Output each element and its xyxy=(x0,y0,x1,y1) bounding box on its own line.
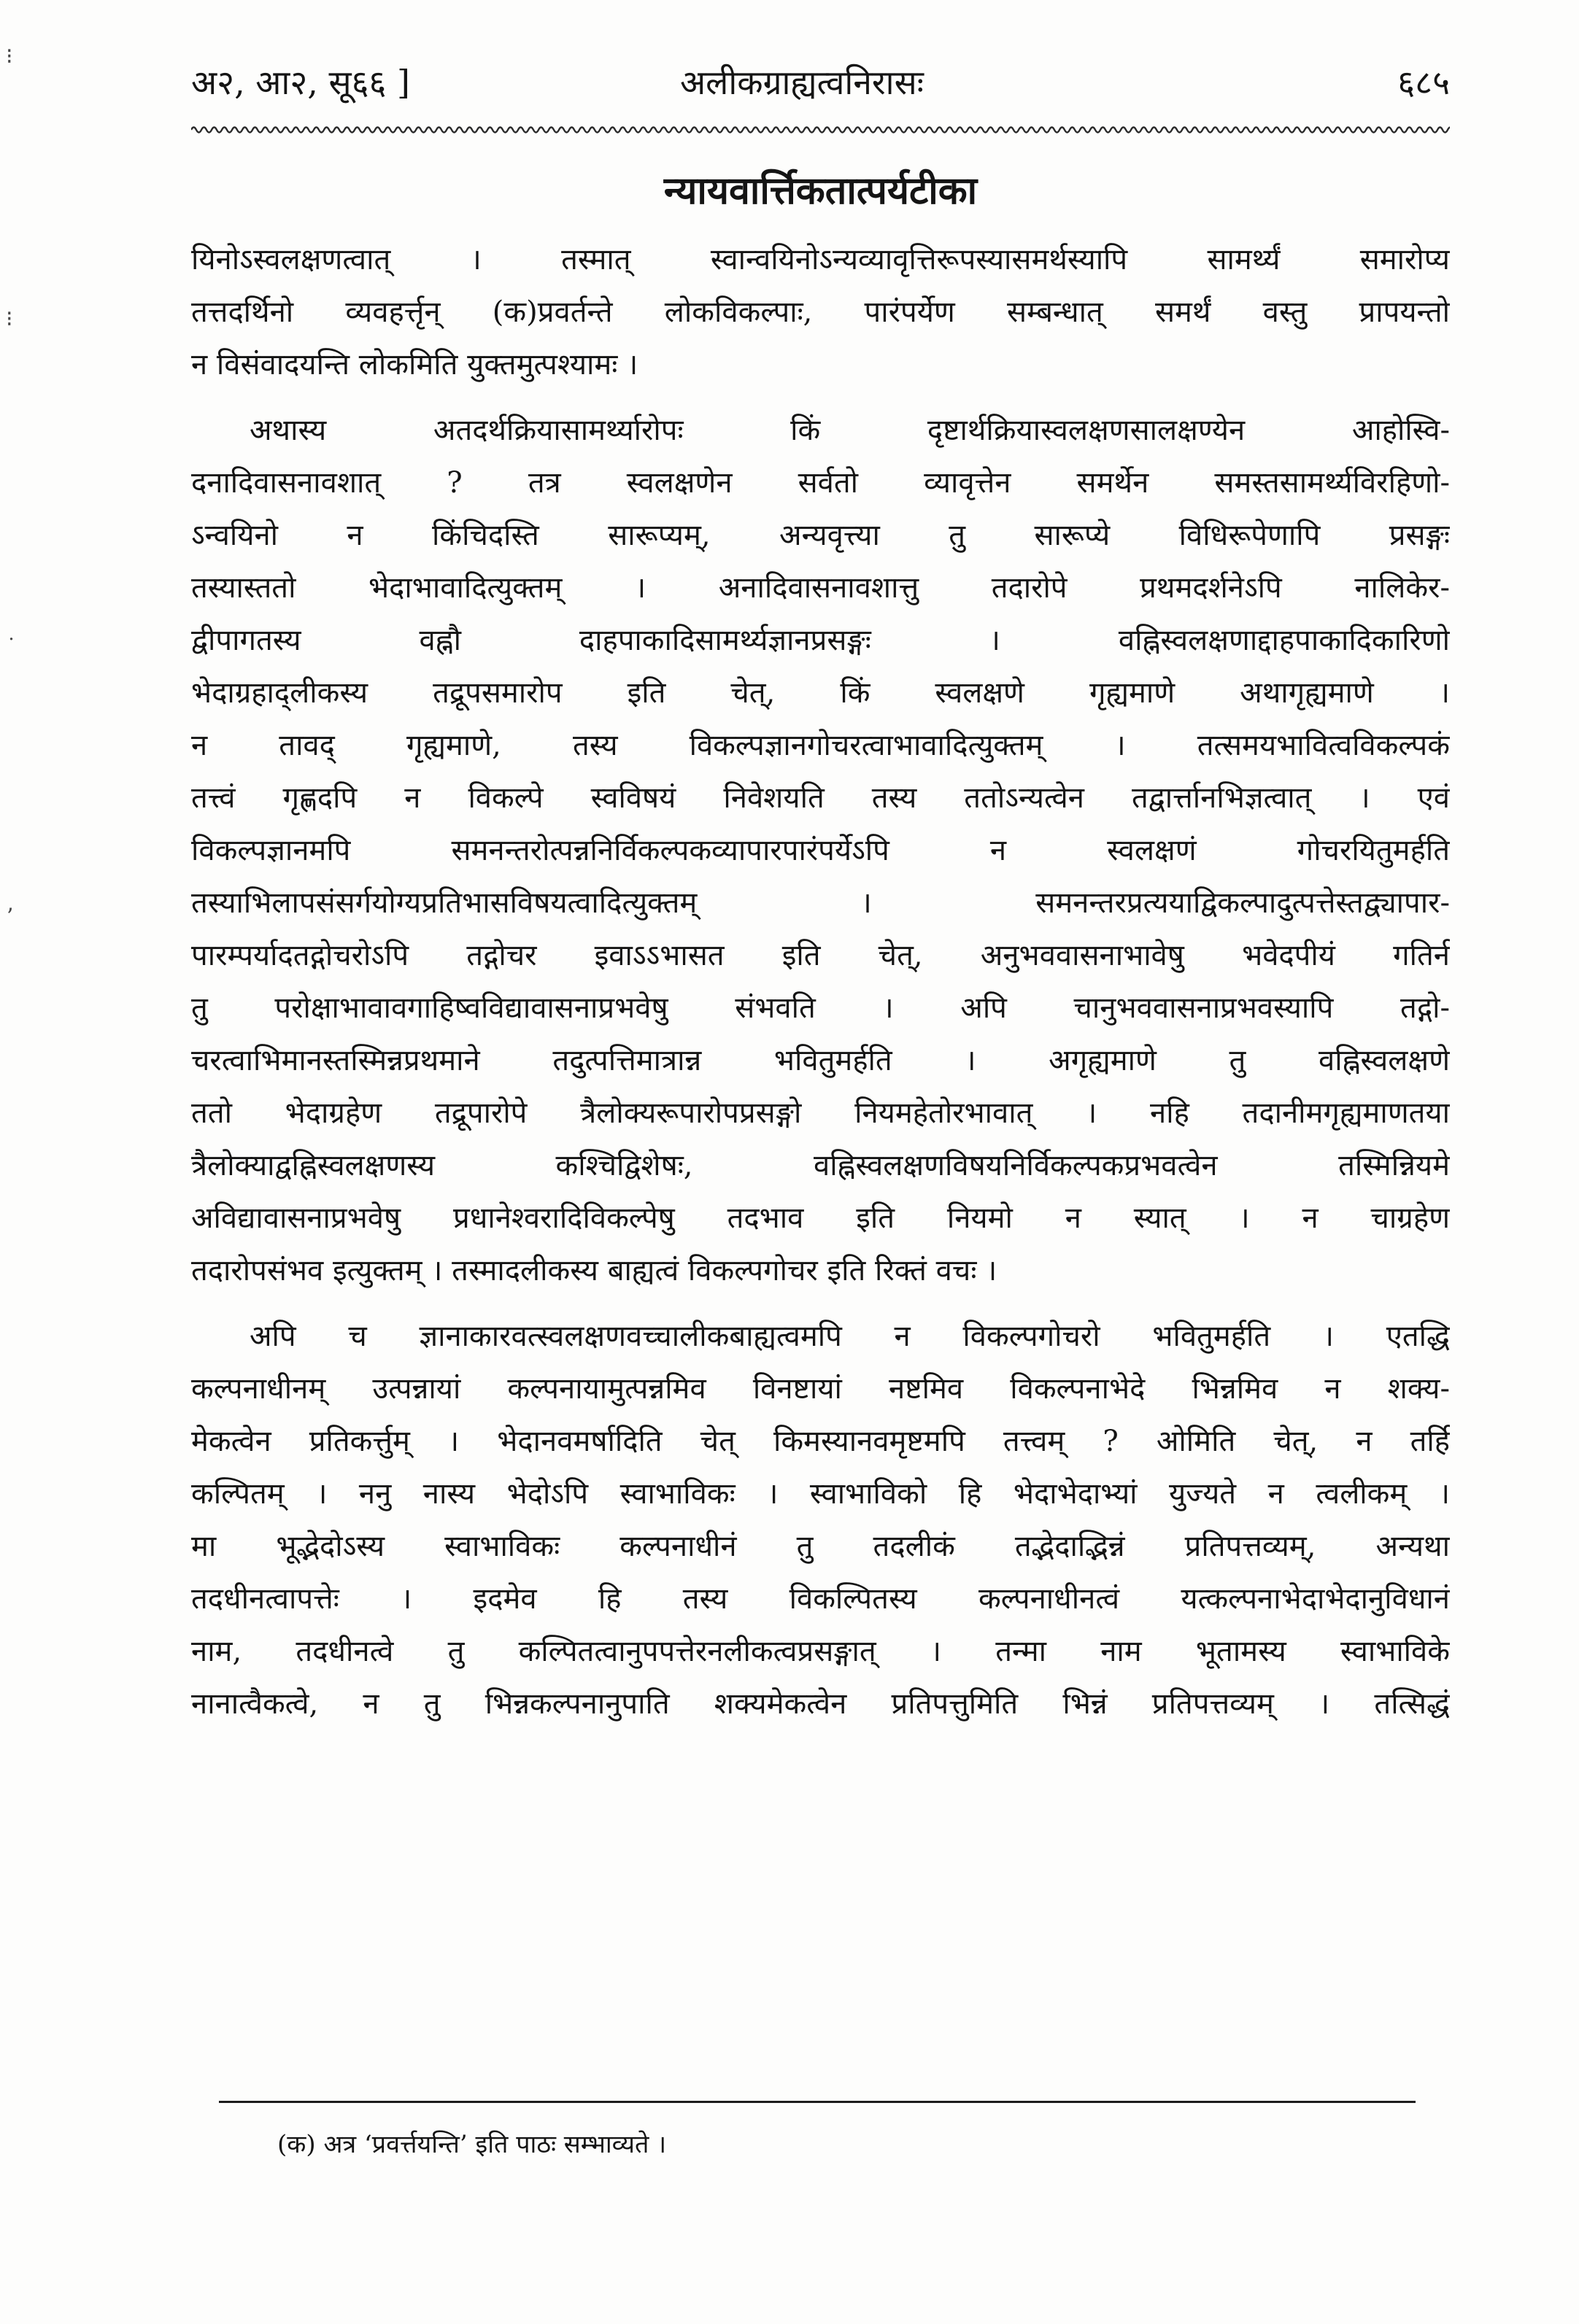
footnote: (क) अत्र ‘प्रवर्त्तयन्ति’ इति पाठः सम्भाव्यते । xyxy=(277,2130,667,2159)
text-line: पारम्पर्यादतद्गोचरोऽपि तद्गोचर इवाऽऽभासत इति चेत्, अनुभववासनाभावेषु भवेदपीयं गतिर्न xyxy=(191,939,1450,972)
text-line: नाम, तदधीनत्वे तु कल्पितत्वानुपपत्तेरनलीकत्वप्रसङ्गात् । तन्मा नाम भूतामस्य स्वाभाविके xyxy=(191,1635,1450,1668)
text-line: यिनोऽस्वलक्षणत्वात् । तस्मात् स्वान्वयिनोऽन्यव्यावृत्तिरूपस्यासमर्थस्यापि सामर्थ्यं समारोप्य xyxy=(191,243,1450,276)
text-line: मेकत्वेन प्रतिकर्त्तुम् । भेदानवमर्षादिति चेत् किमस्यानवमृष्टमपि तत्त्वम् ? ओमिति चेत्, न तर्हि xyxy=(191,1425,1450,1458)
text-line: कल्पितम् । ननु नास्य भेदोऽपि स्वाभाविकः । स्वाभाविको हि भेदाभेदाभ्यां युज्यते न त्वलीकम् । xyxy=(191,1477,1450,1511)
text-line: अविद्यावासनाप्रभवेषु प्रधानेश्वरादिविकल्पेषु तदभाव इति नियमो न स्यात् । न चाग्रहेण xyxy=(191,1201,1450,1235)
text-line: ततो भेदाग्रहेण तद्रूपारोपे त्रैलोक्यरूपारोपप्रसङ्गो नियमहेतोरभावात् । नहि तदानीमगृह्यमाणतया xyxy=(191,1096,1450,1130)
text-line: ऽन्वयिनो न किंचिदस्ति सारूप्यम्, अन्यवृत्त्या तु सारूप्ये विधिरूपेणापि प्रसङ्गः xyxy=(191,519,1450,552)
header-topic-title: अलीकग्राह्यत्वनिरासः xyxy=(680,63,924,102)
margin-mark: ⁝ xyxy=(6,306,13,332)
text-line: न तावद् गृह्यमाणे, तस्य विकल्पज्ञानगोचरत्वाभावादित्युक्तम् । तत्समयभावित्वविकल्पकं xyxy=(191,729,1450,762)
page-number: ६८५ xyxy=(1397,63,1450,102)
text-line: तत्तदर्थिनो व्यवहर्त्तृन् (क)प्रवर्तन्ते लोकविकल्पाः, पारंपर्येण सम्बन्धात् समर्थं वस्तु प्रापयन्तो xyxy=(191,295,1450,329)
section-title: न्यायवार्त्तिकतात्पर्यटीका xyxy=(663,169,978,213)
text-line: तस्याभिलापसंसर्गयोग्यप्रतिभासविषयत्वादित्युक्तम् । समनन्तरप्रत्ययाद्विकल्पादुत्पत्तेस्तद्व्यापार- xyxy=(191,886,1450,920)
text-line: भेदाग्रहाद्लीकस्य तद्रूपसमारोप इति चेत्, किं स्वलक्षणे गृह्यमाणे अथागृह्यमाणे । xyxy=(191,676,1450,710)
text-line: द्वीपागतस्य वह्नौ दाहपाकादिसामर्थ्यज्ञानप्रसङ्गः । वह्निस्वलक्षणाद्दाहपाकादिकारिणो xyxy=(191,624,1450,657)
body-text xyxy=(191,233,1450,1730)
text-line: त्रैलोक्याद्वह्निस्वलक्षणस्य कश्चिद्विशेषः, वह्निस्वलक्षणविषयनिर्विकल्पकप्रभवत्वेन तस्मिन्नियमे xyxy=(191,1149,1450,1182)
margin-mark: ⁝ xyxy=(6,44,13,69)
margin-mark: ʼ xyxy=(6,905,13,930)
text-line: नानात्वैकत्वे, न तु भिन्नकल्पनानुपाति शक्यमेकत्वेन प्रतिपत्तुमिति भिन्नं प्रतिपत्तव्यम् । तत्सिद्धं xyxy=(191,1687,1450,1721)
text-line: अथास्य अतदर्थक्रियासामर्थ्यारोपः किं दृष्टार्थक्रियास्वलक्षणसालक्षण्येन आहोस्वि- xyxy=(250,414,1450,447)
text-line: न विसंवादयन्ति लोकमिति युक्तमुत्पश्यामः । xyxy=(191,348,638,381)
wavy-rule xyxy=(191,123,1450,137)
margin-mark: ˙ xyxy=(6,635,17,660)
text-line: विकल्पज्ञानमपि समनन्तरोत्पन्ननिर्विकल्पकव्यापारपारंपर्येऽपि न स्वलक्षणं गोचरयितुमर्हति xyxy=(191,834,1450,867)
text-line: तदधीनत्वापत्तेः । इदमेव हि तस्य विकल्पितस्य कल्पनाधीनत्वं यत्कल्पनाभेदाभेदानुविधानं xyxy=(191,1582,1450,1616)
text-line: अपि च ज्ञानाकारवत्स्वलक्षणवच्चालीकबाह्यत्वमपि न विकल्पगोचरो भवितुमर्हति । एतद्धि xyxy=(250,1320,1450,1353)
text-line: तत्त्वं गृह्णदपि न विकल्पे स्वविषयं निवेशयति तस्य ततोऽन्यत्वेन तद्वार्त्तानभिज्ञत्वात् । एवं xyxy=(191,781,1450,815)
running-header xyxy=(191,57,1450,108)
text-line: चरत्वाभिमानस्तस्मिन्नप्रथमाने तदुत्पत्तिमात्रान्न भवितुमर्हति । अगृह्यमाणे तु वह्निस्वलक्षणे xyxy=(191,1044,1450,1077)
text-line: तु परोक्षाभावावगाहिष्वविद्यावासनाप्रभवेषु संभवति । अपि चानुभववासनाप्रभवस्यापि तद्गो- xyxy=(191,991,1450,1025)
footnote-rule xyxy=(219,2101,1416,2103)
text-line: तदारोपसंभव इत्युक्तम् । तस्मादलीकस्य बाह्यत्वं विकल्पगोचर इति रिक्तं वचः । xyxy=(191,1254,997,1287)
text-line: कल्पनाधीनम् उत्पन्नायां कल्पनायामुत्पन्नमिव विनष्टायां नष्टमिव विकल्पनाभेदे भिन्नमिव न शक्य- xyxy=(191,1372,1450,1406)
text-line: दनादिवासनावशात् ? तत्र स्वलक्षणेन सर्वतो व्यावृत्तेन समर्थेन समस्तसामर्थ्यविरहिणो- xyxy=(191,466,1450,500)
text-line: मा भूद्भेदोऽस्य स्वाभाविकः कल्पनाधीनं तु तदलीकं तद्भेदाद्भिन्नं प्रतिपत्तव्यम्, अन्यथा xyxy=(191,1530,1450,1563)
header-section-reference: अ२, आ२, सू६६ ] xyxy=(191,63,410,102)
text-line: तस्यास्ततो भेदाभावादित्युक्तम् । अनादिवासनावशात्तु तदारोपे प्रथमदर्शनेऽपि नालिकेर- xyxy=(191,571,1450,605)
